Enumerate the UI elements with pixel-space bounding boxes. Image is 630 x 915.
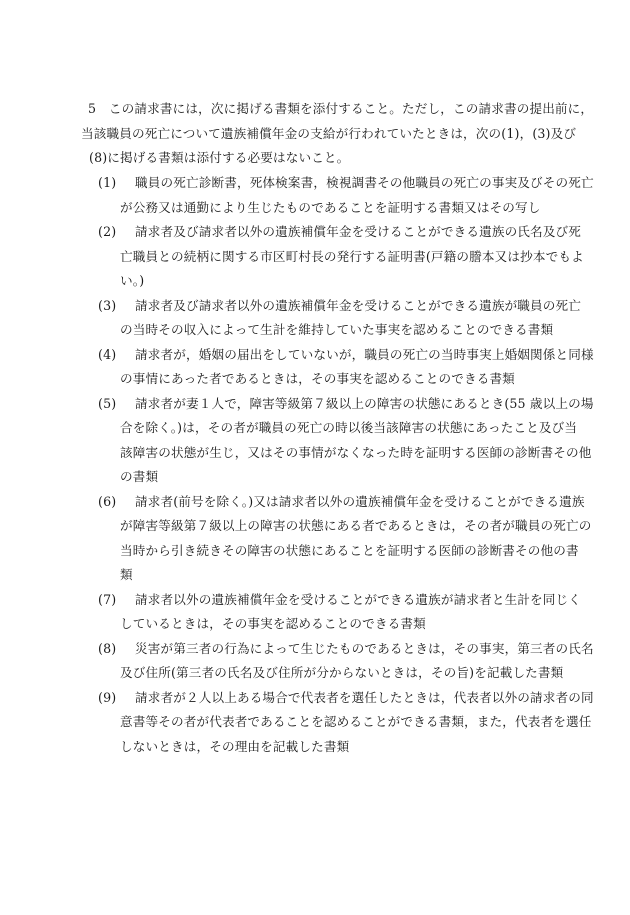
item-line: 該障害の状態が生じ，又はその事情がなくなった時を証明する医師の診断書その他 [120, 444, 592, 460]
item-text [120, 343, 594, 392]
intro-line: 当該職員の死亡について遺族補償年金の支給が行われていたときは，次の(1)，(3)及び [81, 125, 577, 141]
item-number: (8) [98, 640, 117, 656]
intro-paragraph [78, 97, 594, 171]
item-text [120, 686, 594, 760]
item-text [120, 637, 594, 686]
item-text [120, 171, 594, 220]
item-line: 請求者以外の遺族補償年金を受けることができる遺族が請求者と生計を同じく [135, 591, 582, 607]
item-line: しているときは，その事実を認めることのできる書類 [120, 616, 426, 631]
intro-line: 5 この請求書には，次に掲げる書類を添付すること。ただし，この請求書の提出前に， [88, 101, 594, 116]
list-item [98, 588, 582, 637]
item-line: 合を除く。)は，その者が職員の死亡の時以後当該障害の状態にあったこと及び当 [120, 420, 578, 435]
item-number: (1) [98, 175, 117, 190]
item-line: 請求者及び請求者以外の遺族補償年金を受けることができる遺族が職員の死亡 [135, 297, 582, 313]
item-line: の書類 [120, 469, 159, 484]
item-line: 職員の死亡診断書，死体検案書，検視調書その他職員の死亡の事実及びその死亡 [135, 175, 594, 190]
item-number: (2) [98, 224, 117, 239]
item-number: (7) [98, 591, 117, 607]
item-line: 請求者が妻１人で，障害等級第７級以上の障害の状態にあるとき(55 歳以上の場 [135, 395, 594, 411]
item-text [120, 490, 592, 588]
item-text [120, 588, 582, 637]
item-line: 当時から引き続きその障害の状態にあることを証明する医師の診断書その他の書 [120, 542, 579, 558]
list-item [98, 220, 584, 294]
item-number: (3) [98, 297, 117, 313]
list-item [98, 343, 594, 392]
item-text [120, 220, 584, 294]
item-number: (6) [98, 493, 117, 509]
item-line: 亡職員との続柄に関する市区町村長の発行する証明書(戸籍の謄本又は抄本でもよ [120, 248, 584, 264]
item-line: 請求者が，婚姻の届出をしていないが，職員の死亡の当時事実上婚姻関係と同様 [135, 346, 594, 362]
item-text [120, 392, 594, 490]
item-list [98, 171, 594, 759]
item-line: が公務又は通勤により生じたものであることを証明する書類又はその写し [120, 199, 541, 215]
item-line: しないときは，その理由を記載した書類 [120, 738, 350, 754]
item-line: 請求者及び請求者以外の遺族補償年金を受けることができる遺族の氏名及び死 [135, 224, 582, 239]
list-item [98, 637, 594, 686]
item-line: 災害が第三者の行為によって生じたものであるときは，その事実，第三者の氏名 [135, 640, 594, 656]
item-line: の事情にあった者であるときは，その事実を認めることのできる書類 [120, 371, 515, 386]
list-item [98, 490, 592, 588]
item-line: い。) [120, 273, 145, 288]
item-number: (9) [98, 689, 117, 705]
list-item [98, 171, 594, 220]
item-line: 請求者(前号を除く。)又は請求者以外の遺族補償年金を受けることができる遺族 [135, 493, 585, 509]
item-number: (4) [98, 346, 117, 362]
item-number: (5) [98, 395, 117, 411]
item-line: の当時その収入によって生計を維持していた事実を認めることのできる書類 [120, 322, 554, 337]
list-item [98, 686, 594, 760]
item-line: 類 [120, 567, 133, 582]
item-line: が障害等級第７級以上の障害の状態にある者であるときは，その者が職員の死亡の [120, 518, 592, 533]
list-item [98, 392, 594, 490]
intro-line: (8)に掲げる書類は添付する必要はないこと。 [89, 150, 350, 165]
list-item [98, 294, 582, 343]
item-line: 請求者が２人以上ある場合で代表者を選任したときは，代表者以外の請求者の同 [135, 689, 594, 705]
item-line: 意書等その者が代表者であることを認めることができる書類，また，代表者を選任 [120, 714, 592, 729]
item-line: 及び住所(第三者の氏名及び住所が分からないときは，その旨)を記載した書類 [120, 665, 564, 680]
item-text [120, 294, 582, 343]
